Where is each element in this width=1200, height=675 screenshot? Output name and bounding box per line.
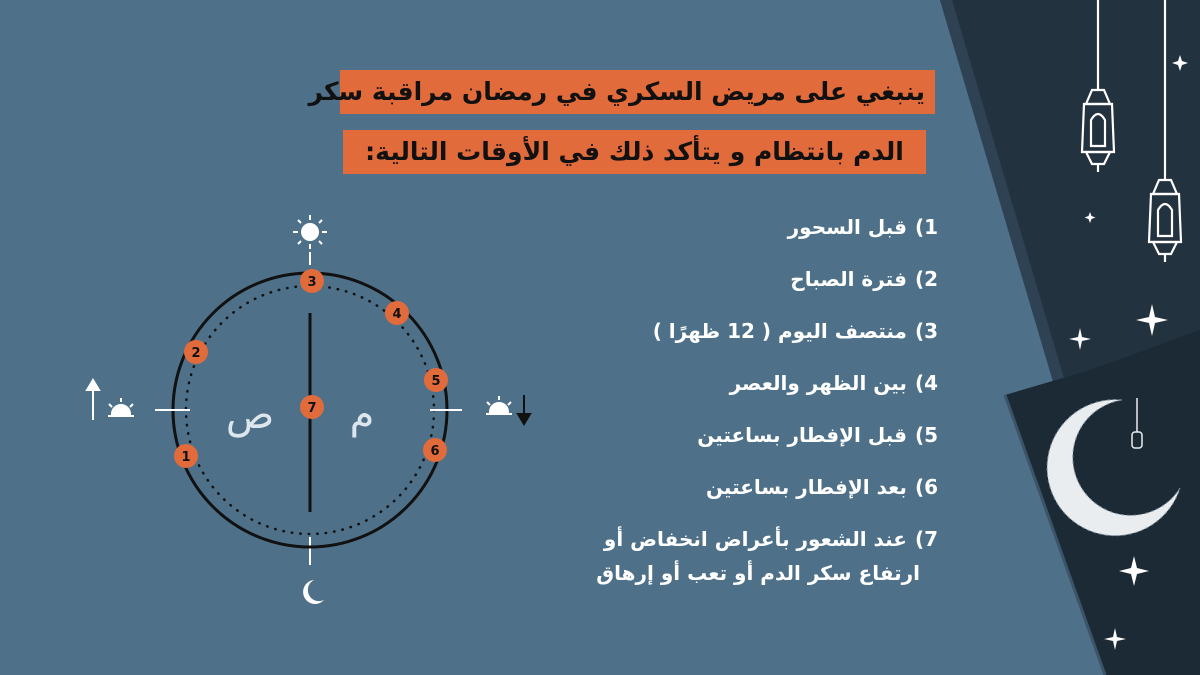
marker-3 (300, 269, 324, 293)
sun-icon (293, 215, 327, 249)
marker-4 (385, 301, 409, 325)
svg-text:7: 7 (307, 401, 317, 416)
marker-2 (184, 340, 208, 364)
item-number: 6) (914, 475, 938, 499)
item-number: 2) (914, 267, 938, 291)
timing-list (498, 210, 938, 602)
svg-text:4: 4 (392, 307, 402, 322)
marker-6 (423, 438, 447, 462)
item-text-continued: ارتفاع سكر الدم أو تعب أو إرهاق (596, 561, 920, 585)
svg-text:1: 1 (181, 450, 191, 465)
item-number: 4) (914, 371, 938, 395)
marker-7 (300, 395, 324, 419)
list-item (498, 262, 938, 314)
svg-text:5: 5 (431, 374, 441, 389)
list-item (498, 418, 938, 470)
title-line-2: الدم بانتظام و يتأكد ذلك في الأوقات التالية: (343, 130, 926, 174)
item-text: عند الشعور بأعراض انخفاض أو (603, 527, 907, 551)
item-number: 3) (914, 319, 938, 343)
title-line-1: ينبغي على مريض السكري في رمضان مراقبة سكر (340, 70, 935, 114)
item-text: فترة الصباح (790, 267, 907, 291)
item-text: قبل السحور (787, 215, 907, 239)
svg-text:3: 3 (307, 275, 317, 290)
am-label: ص (225, 392, 275, 438)
item-text: بين الظهر والعصر (729, 371, 907, 395)
pm-label: م (349, 392, 375, 438)
item-number: 1) (914, 215, 938, 239)
item-number: 5) (914, 423, 938, 447)
svg-text:2: 2 (191, 346, 201, 361)
marker-5 (424, 368, 448, 392)
list-item (498, 314, 938, 366)
list-item (498, 522, 938, 602)
list-item (498, 210, 938, 262)
list-item (498, 470, 938, 522)
list-item (498, 366, 938, 418)
marker-1 (174, 444, 198, 468)
item-text: منتصف اليوم ( 12 ظهرًا ) (652, 319, 907, 343)
moon-icon (303, 580, 324, 604)
svg-text:6: 6 (430, 444, 440, 459)
item-text: بعد الإفطار بساعتين (705, 475, 907, 499)
item-text: قبل الإفطار بساعتين (697, 423, 907, 447)
sunrise-icon (87, 380, 134, 420)
item-number: 7) (914, 527, 938, 551)
